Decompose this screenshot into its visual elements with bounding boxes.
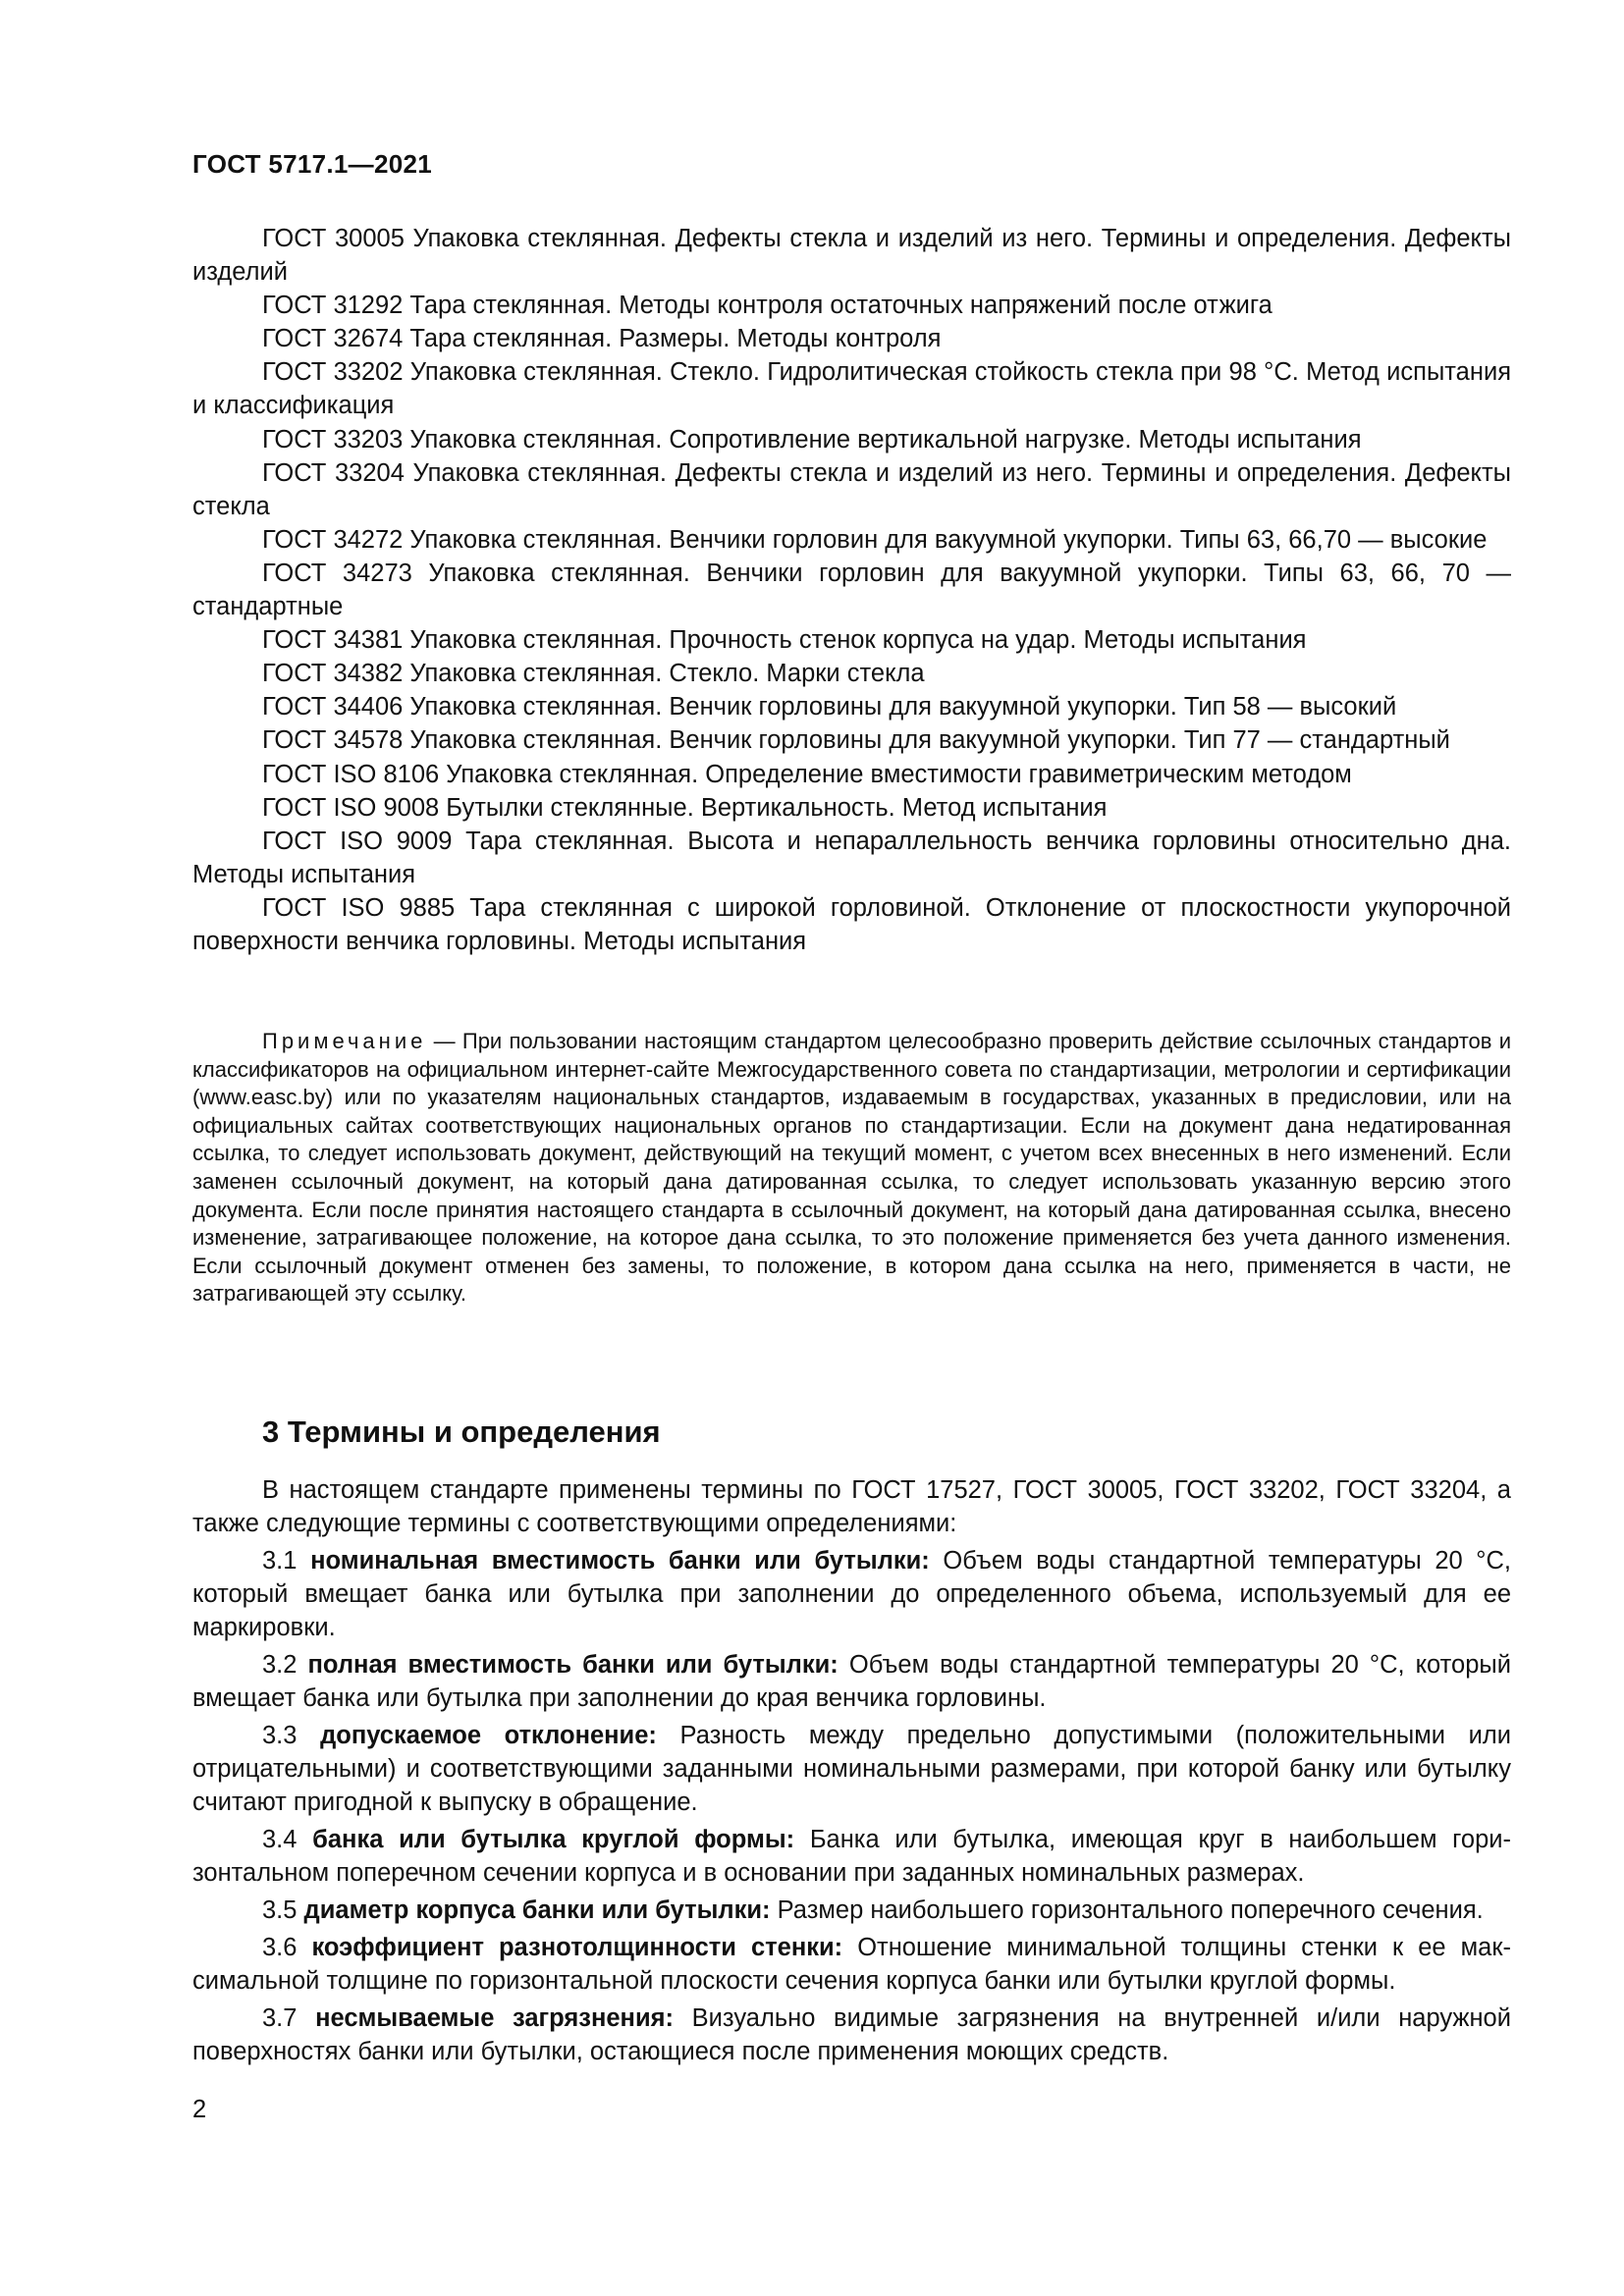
term-number: 3.2 [262, 1651, 298, 1679]
term-entry [192, 1823, 1511, 1890]
reference-item: ГОСТ 34273 Упаковка стеклянная. Венчики горловин для вакуумной укупорки. Типы 63, 66, 70 — стандартные [192, 559, 1511, 621]
term-name: номинальная вместимость банки или бутылки: [310, 1547, 930, 1575]
reference-item: ГОСТ ISO 9009 Тара стеклянная. Высота и непараллельность венчика горловины относительно дна. Методы испытания [192, 827, 1511, 888]
term-number: 3.7 [262, 2004, 298, 2032]
term-name: коэффициент разнотолщинности стенки: [311, 1934, 843, 1961]
note-paragraph [192, 1028, 1511, 1308]
reference-item: ГОСТ ISO 9885 Тара стеклянная с широкой горловиной. Отклонение от плоскостности укупорочной поверхности венчика горловины. Методы испытания [192, 893, 1511, 955]
note-dash: — [426, 1029, 462, 1053]
normative-references-list [192, 222, 1511, 958]
reference-item: ГОСТ 33204 Упаковка стеклянная. Дефекты стекла и изделий из него. Термины и определения. Дефекты стекла [192, 458, 1511, 520]
term-number: 3.5 [262, 1896, 298, 1924]
reference-item: ГОСТ 33203 Упаковка стеклянная. Сопротивление вертикальной нагрузке. Методы испытания [262, 425, 1362, 454]
reference-item: ГОСТ 34382 Упаковка стеклянная. Стекло. Марки стекла [262, 660, 925, 688]
term-definition: Объем воды стандартной температуры 20 °С, который вмещает банка или бутылка при заполнении до определенного объема, используемый для ее маркировки. [192, 1547, 1511, 1641]
term-name: допускаемое отклонение: [320, 1722, 657, 1749]
note-text: При пользовании настоящим стандартом целесообразно проверить действие ссылочных стандартов и классификаторов на официальном интернет-сайте Межгосударственного совета по стандартизации, метрологии и сертификации (www.easc.by) или по указателям национальных стандартов, издаваемым в государствах, указанных в предисловии, или на официальных сайтах соответствующих национальных органов по стандартизации. Если на документ дана недатированная ссылка, то следует использовать документ, действующий на текущий момент, с учетом всех внесенных в него изменений. Если заменен ссылочный документ, на который дана датированная ссылка, то следует использовать указанную версию этого документа. Если после принятия настоящего стандарта в ссылочный документ, на который дана датированная ссылка, внесено изменение, затрагивающее положение, на которое дана ссылка, то это положение применяется без учета данного изменения. Если ссылочный документ отменен без замены, то положение, в котором дана ссылка на него, применяется в части, не затрагивающей эту ссылку. [192, 1029, 1511, 1307]
reference-item: ГОСТ 32674 Тара стеклянная. Размеры. Методы контроля [262, 325, 942, 353]
reference-item: ГОСТ 34406 Упаковка стеклянная. Венчик горловины для вакуумной укупорки. Тип 58 — высокий [262, 693, 1397, 721]
term-entry [192, 1648, 1511, 1715]
term-name: банка или бутылка круглой формы: [312, 1826, 795, 1853]
reference-item: ГОСТ 34381 Упаковка стеклянная. Прочность стенок корпуса на удар. Методы испытания [262, 626, 1307, 655]
reference-item: ГОСТ 33202 Упаковка стеклянная. Стекло. Гидролитическая стойкость стекла при 98 °С. Метод испытания и классификация [192, 358, 1511, 420]
term-name: диаметр корпуса банки или бутылки: [303, 1896, 771, 1924]
term-name: полная вместимость банки или бутылки: [307, 1651, 839, 1679]
term-number: 3.6 [262, 1934, 298, 1961]
term-definition: Размер наибольшего горизонтального поперечного сечения. [777, 1896, 1484, 1924]
reference-item: ГОСТ ISO 9008 Бутылки стеклянные. Вертикальность. Метод испытания [262, 793, 1108, 822]
term-name: несмываемые загрязнения: [315, 2004, 674, 2032]
term-definition: Объем воды стандартной температуры 20 °С, который вмещает банка или бутылка при заполнении до края венчика горловины. [192, 1651, 1511, 1712]
reference-item: ГОСТ 34272 Упаковка стеклянная. Венчики горловин для вакуумной укупорки. Типы 63, 66,70 — высокие [262, 525, 1488, 554]
term-number: 3.1 [262, 1547, 298, 1575]
section-3-title: 3 Термины и определения [262, 1415, 661, 1449]
terms-intro: В настоящем стандарте применены термины по ГОСТ 17527, ГОСТ 30005, ГОСТ 33202, ГОСТ 33204, а также следующие термины с соответствующими определениями: [192, 1476, 1511, 1537]
term-definition: Разность между предельно допустимыми (положительными или отрицательными) и соответствующими заданными номинальными размерами, при которой банку или бутылку считают пригодной к выпуску в обращение. [192, 1722, 1511, 1816]
term-definition: Банка или бутылка, имеющая круг в наибольшем горизонтальном поперечном сечении корпуса и в основании при заданных номинальных размерах. [192, 1826, 1511, 1887]
term-entry [192, 1894, 1511, 1927]
reference-item: ГОСТ 31292 Тара стеклянная. Методы контроля остаточных напряжений после отжига [262, 292, 1272, 320]
reference-item: ГОСТ 30005 Упаковка стеклянная. Дефекты стекла и изделий из него. Термины и определения. Дефекты изделий [192, 225, 1511, 287]
term-definition: Отношение минимальной толщины стенки к ее максимальной толщине по горизонтальной плоскости сечения корпуса банки или бутылки круглой формы. [192, 1934, 1511, 1995]
term-entry [192, 1544, 1511, 1644]
term-number: 3.4 [262, 1826, 298, 1853]
terms-section [192, 1473, 1511, 2072]
term-number: 3.3 [262, 1722, 298, 1749]
term-definition: Визуально видимые загрязнения на внутренней и/или наружной поверхностях банки или бутылки, остающиеся после применения моющих средств. [192, 2004, 1511, 2065]
page-number: 2 [192, 2096, 207, 2123]
term-entry [192, 1719, 1511, 1819]
term-entry [192, 1931, 1511, 1998]
note-label: Примечание [262, 1029, 427, 1053]
reference-item: ГОСТ ISO 8106 Упаковка стеклянная. Определение вместимости гравиметрическим методом [262, 760, 1352, 788]
document-header: ГОСТ 5717.1—2021 [192, 149, 433, 179]
term-entry [192, 2002, 1511, 2068]
reference-item: ГОСТ 34578 Упаковка стеклянная. Венчик горловины для вакуумной укупорки. Тип 77 — стандартный [262, 726, 1450, 755]
note-block [192, 1028, 1511, 1308]
